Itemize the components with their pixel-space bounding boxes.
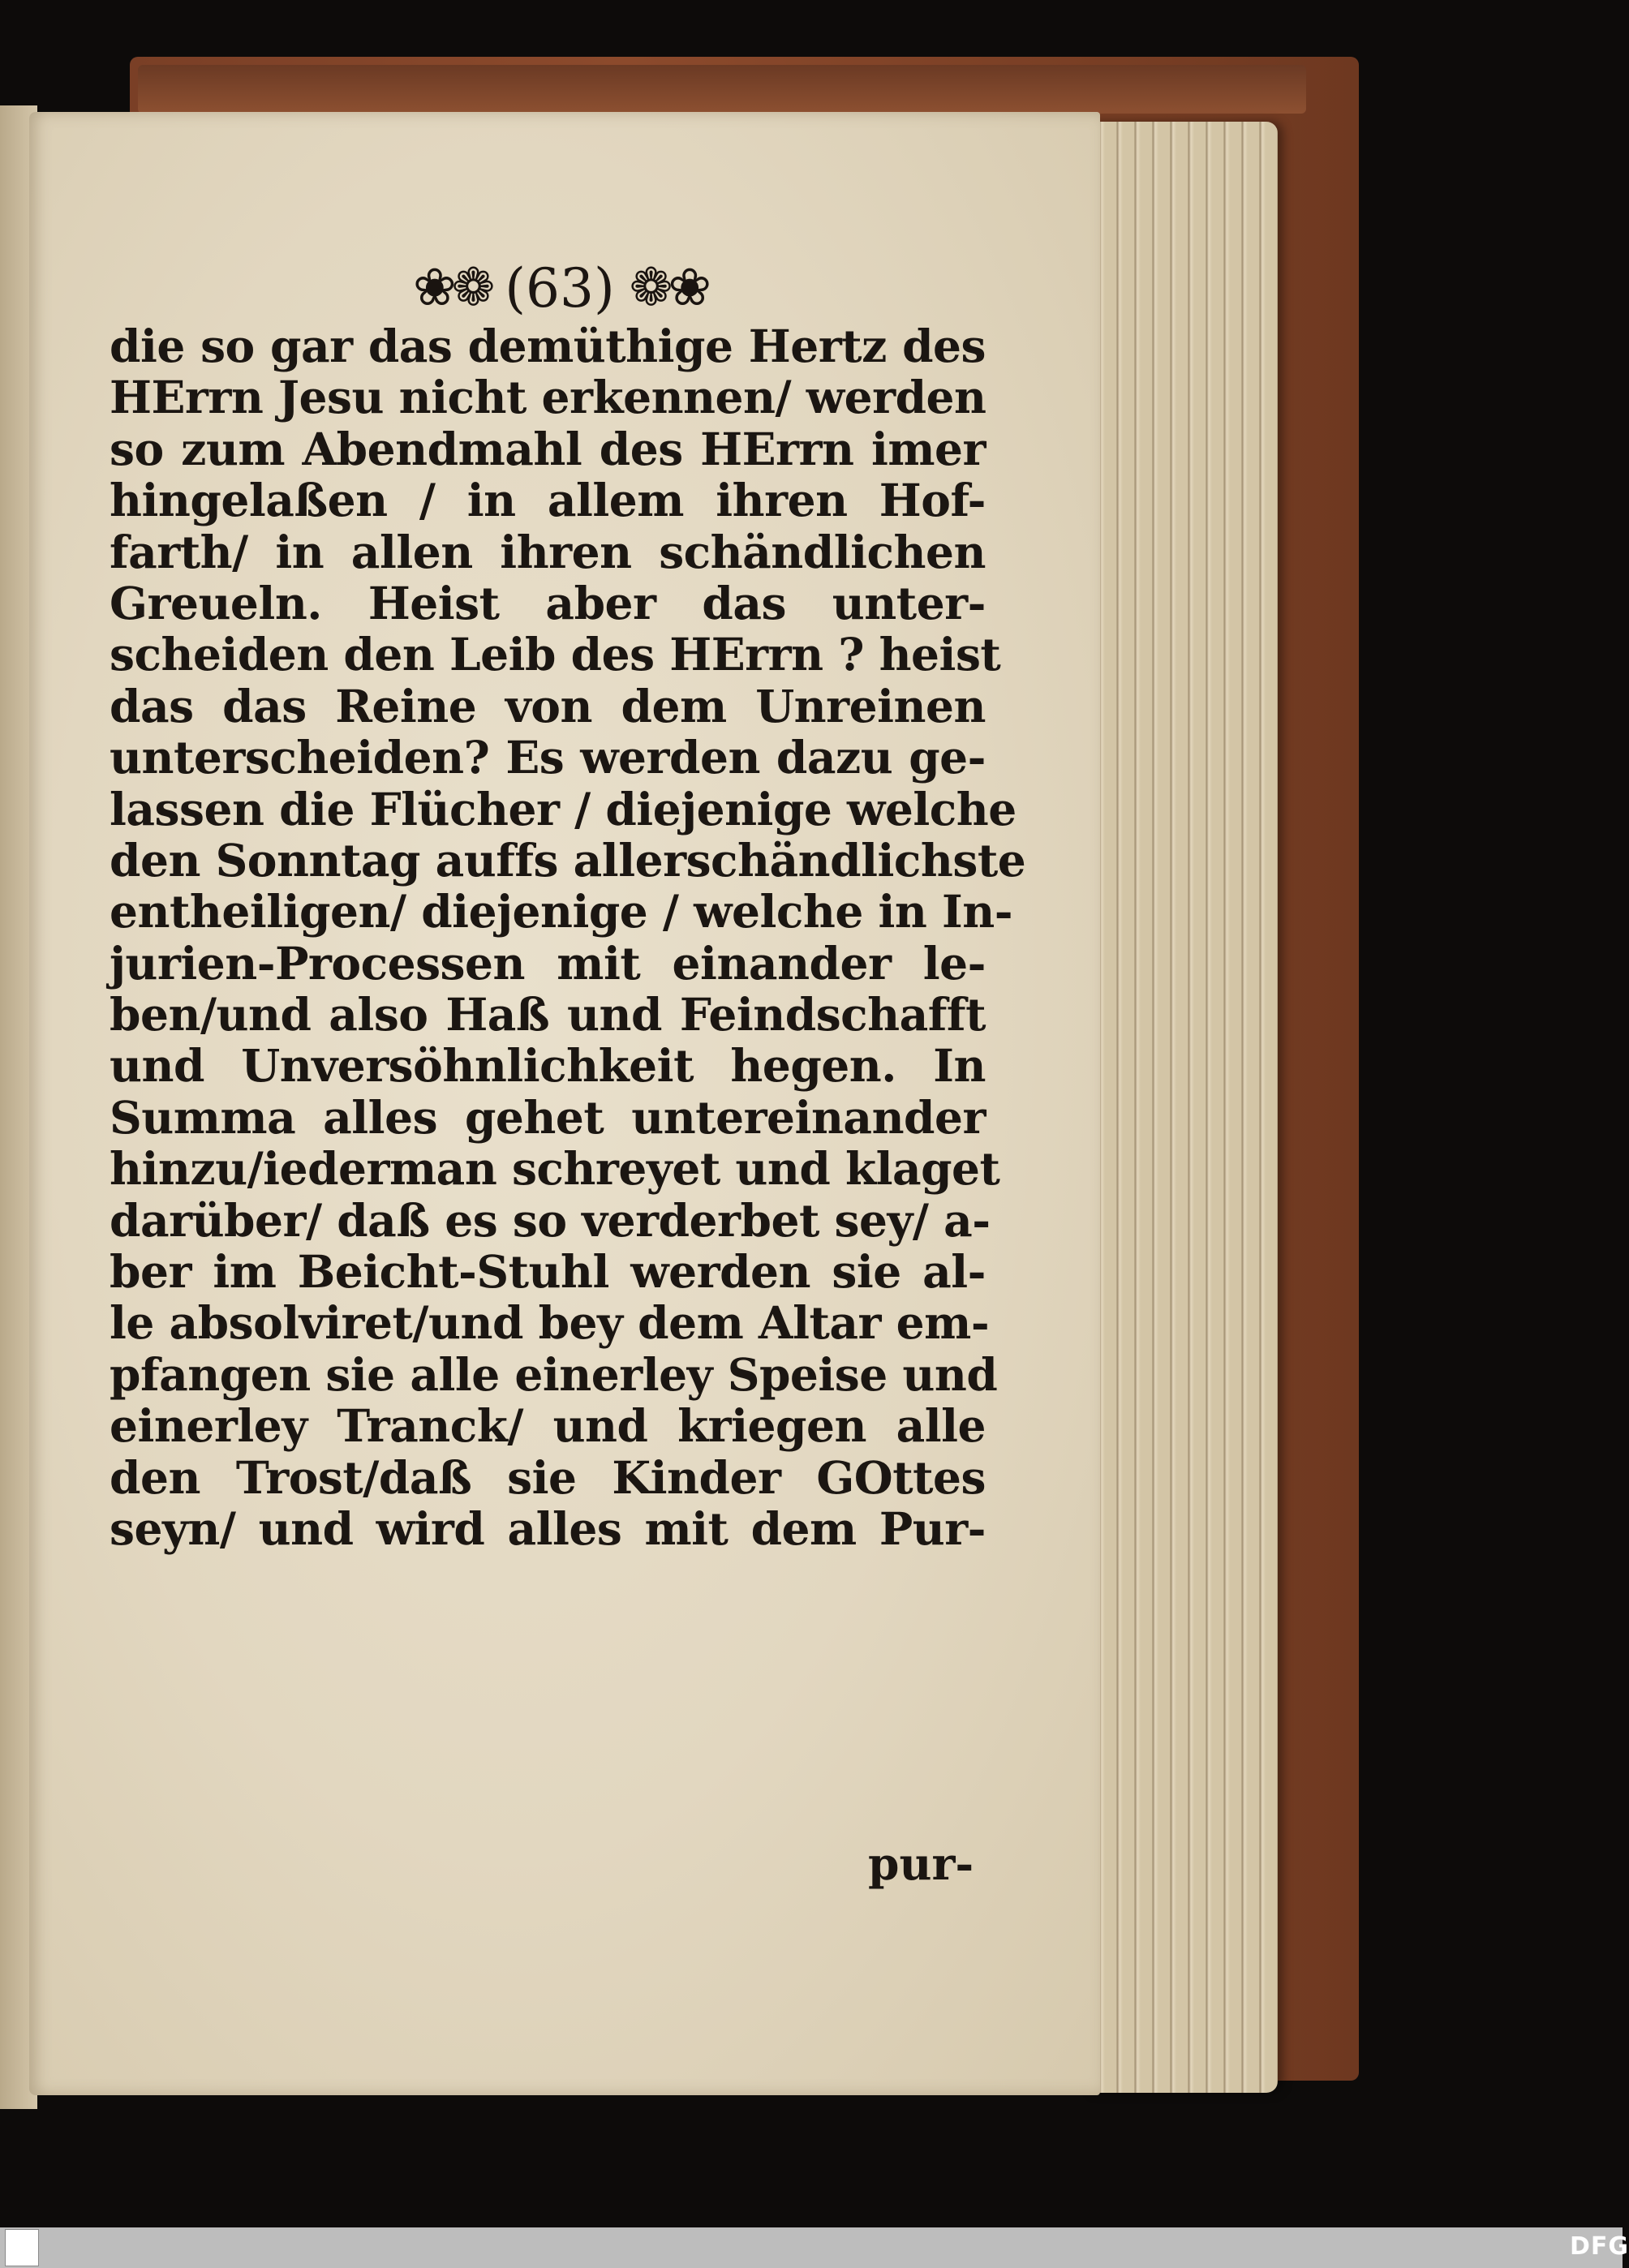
text-line: HErrn Jesu nicht erkennen/ werden xyxy=(110,371,986,424)
left-ornament-icon: ❀❁ xyxy=(413,258,491,318)
text-line: lassen die Flücher / diejenige welche xyxy=(110,782,1017,835)
text-line: Summa alles gehet untereinander xyxy=(110,1090,986,1144)
dfg-logo[interactable]: DFG xyxy=(1570,2232,1629,2261)
catchword: pur- xyxy=(868,1837,974,1890)
text-line: die so gar das demüthige Hertz des xyxy=(110,320,986,372)
text-line: darüber/ daß es so verderbet sey/ a- xyxy=(110,1193,991,1247)
book-cover-top-edge xyxy=(138,65,1306,114)
body-text xyxy=(110,320,1026,1555)
right-ornament-icon: ❁❀ xyxy=(629,258,707,318)
text-line: farth/ in allen ihren schändlichen xyxy=(110,525,986,578)
page-number: (63) xyxy=(505,256,615,320)
library-logo-icon[interactable] xyxy=(5,2229,39,2266)
text-line: ben/und also Haß und Feindschafft xyxy=(110,988,986,1042)
text-line: jurien-Processen mit einander le- xyxy=(110,936,986,990)
page-stack-edges xyxy=(1087,122,1278,2093)
text-line: entheiligen/ diejenige / welche in In- xyxy=(110,885,1013,939)
text-line: den Sonntag auffs allerschändlichste xyxy=(110,833,1026,887)
text-line: hinzu/iederman schreyet und klaget xyxy=(110,1142,1000,1196)
text-line: scheiden den Leib des HErrn ? heist xyxy=(110,628,1001,681)
text-line: so zum Abendmahl des HErrn imer xyxy=(110,422,986,475)
text-line: ber im Beicht-Stuhl werden sie al- xyxy=(110,1245,986,1299)
viewer-footer-bar xyxy=(0,2227,1623,2268)
text-line: unterscheiden? Es werden dazu ge- xyxy=(110,731,986,784)
text-line: und Unversöhnlichkeit hegen. In xyxy=(110,1039,986,1093)
text-line: le absolviret/und bey dem Altar em- xyxy=(110,1296,990,1350)
text-line: den Trost/daß sie Kinder GOttes xyxy=(110,1450,986,1504)
text-line: hingelaßen / in allem ihren Hof- xyxy=(110,474,986,527)
text-line: das das Reine von dem Unreinen xyxy=(110,679,986,732)
text-line: einerley Tranck/ und kriegen alle xyxy=(110,1399,986,1453)
text-line: Greueln. Heist aber das unter- xyxy=(110,576,986,629)
text-line: pfangen sie alle einerley Speise und xyxy=(110,1347,998,1401)
text-line: seyn/ und wird alles mit dem Pur- xyxy=(110,1501,986,1555)
